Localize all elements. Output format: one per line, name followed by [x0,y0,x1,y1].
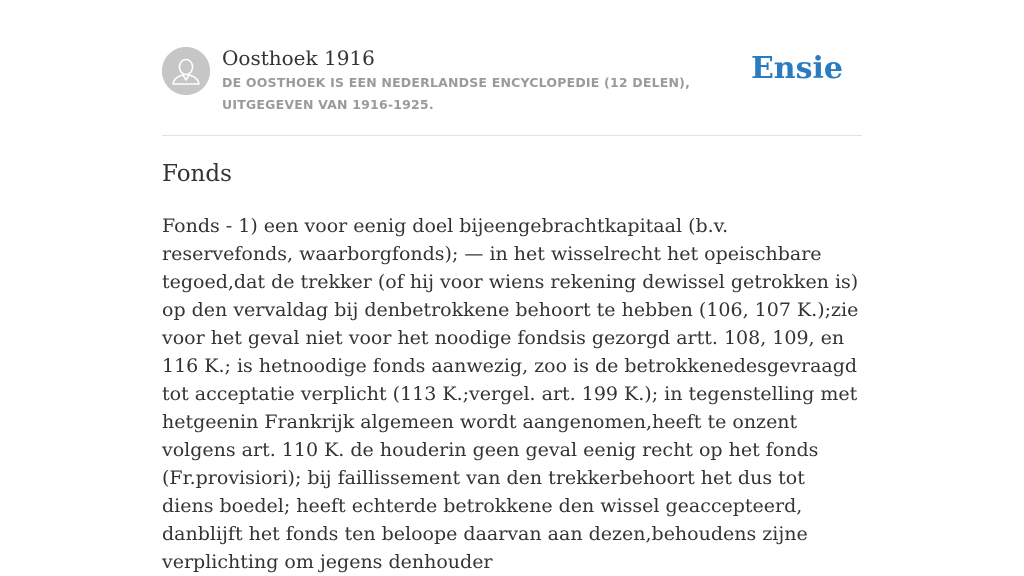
source-header [162,44,862,136]
brand-logo-link[interactable]: Ensie [750,51,843,86]
entry-body: Fonds - 1) een voor eenig doel bijeengebrachtkapitaal (b.v. reservefonds, waarborgfonds); — in het wisselrecht het opeischbare tegoed,dat de trekker (of hij voor wiens rekening dewissel getrokken is) op den vervaldag bij denbetrokkene behoort te hebben (106, 107 K.);zie voor het geval niet voor het noodige fondsis gezorgd artt. 108, 109, en 116 K.; is hetnoodige fonds aanwezig, zoo is de betrokkenedesgevraagd tot acceptatie verplicht (113 K.;vergel. art. 199 K.); in tegenstelling met hetgeenin Frankrijk algemeen wordt aangenomen,heeft te onzent volgens art. 110 K. de houderin geen geval eenig recht op het fonds (Fr.provisiori); bij faillissement van den trekkerbehoort het dus tot diens boedel; heeft echterde betrokkene den wissel geaccepteerd, danblijft het fonds ten beloope daarvan aan dezen,behoudens zijne verplichting om jegens denhouder [162,215,859,573]
source-name-link[interactable]: Oosthoek 1916 [222,46,375,70]
entry-title: Fonds [162,161,232,187]
source-description: DE OOSTHOEK IS EEN NEDERLANDSE ENCYCLOPEDIE (12 DELEN), UITGEGEVEN VAN 1916-1925. [222,75,691,112]
user-icon [162,47,210,95]
